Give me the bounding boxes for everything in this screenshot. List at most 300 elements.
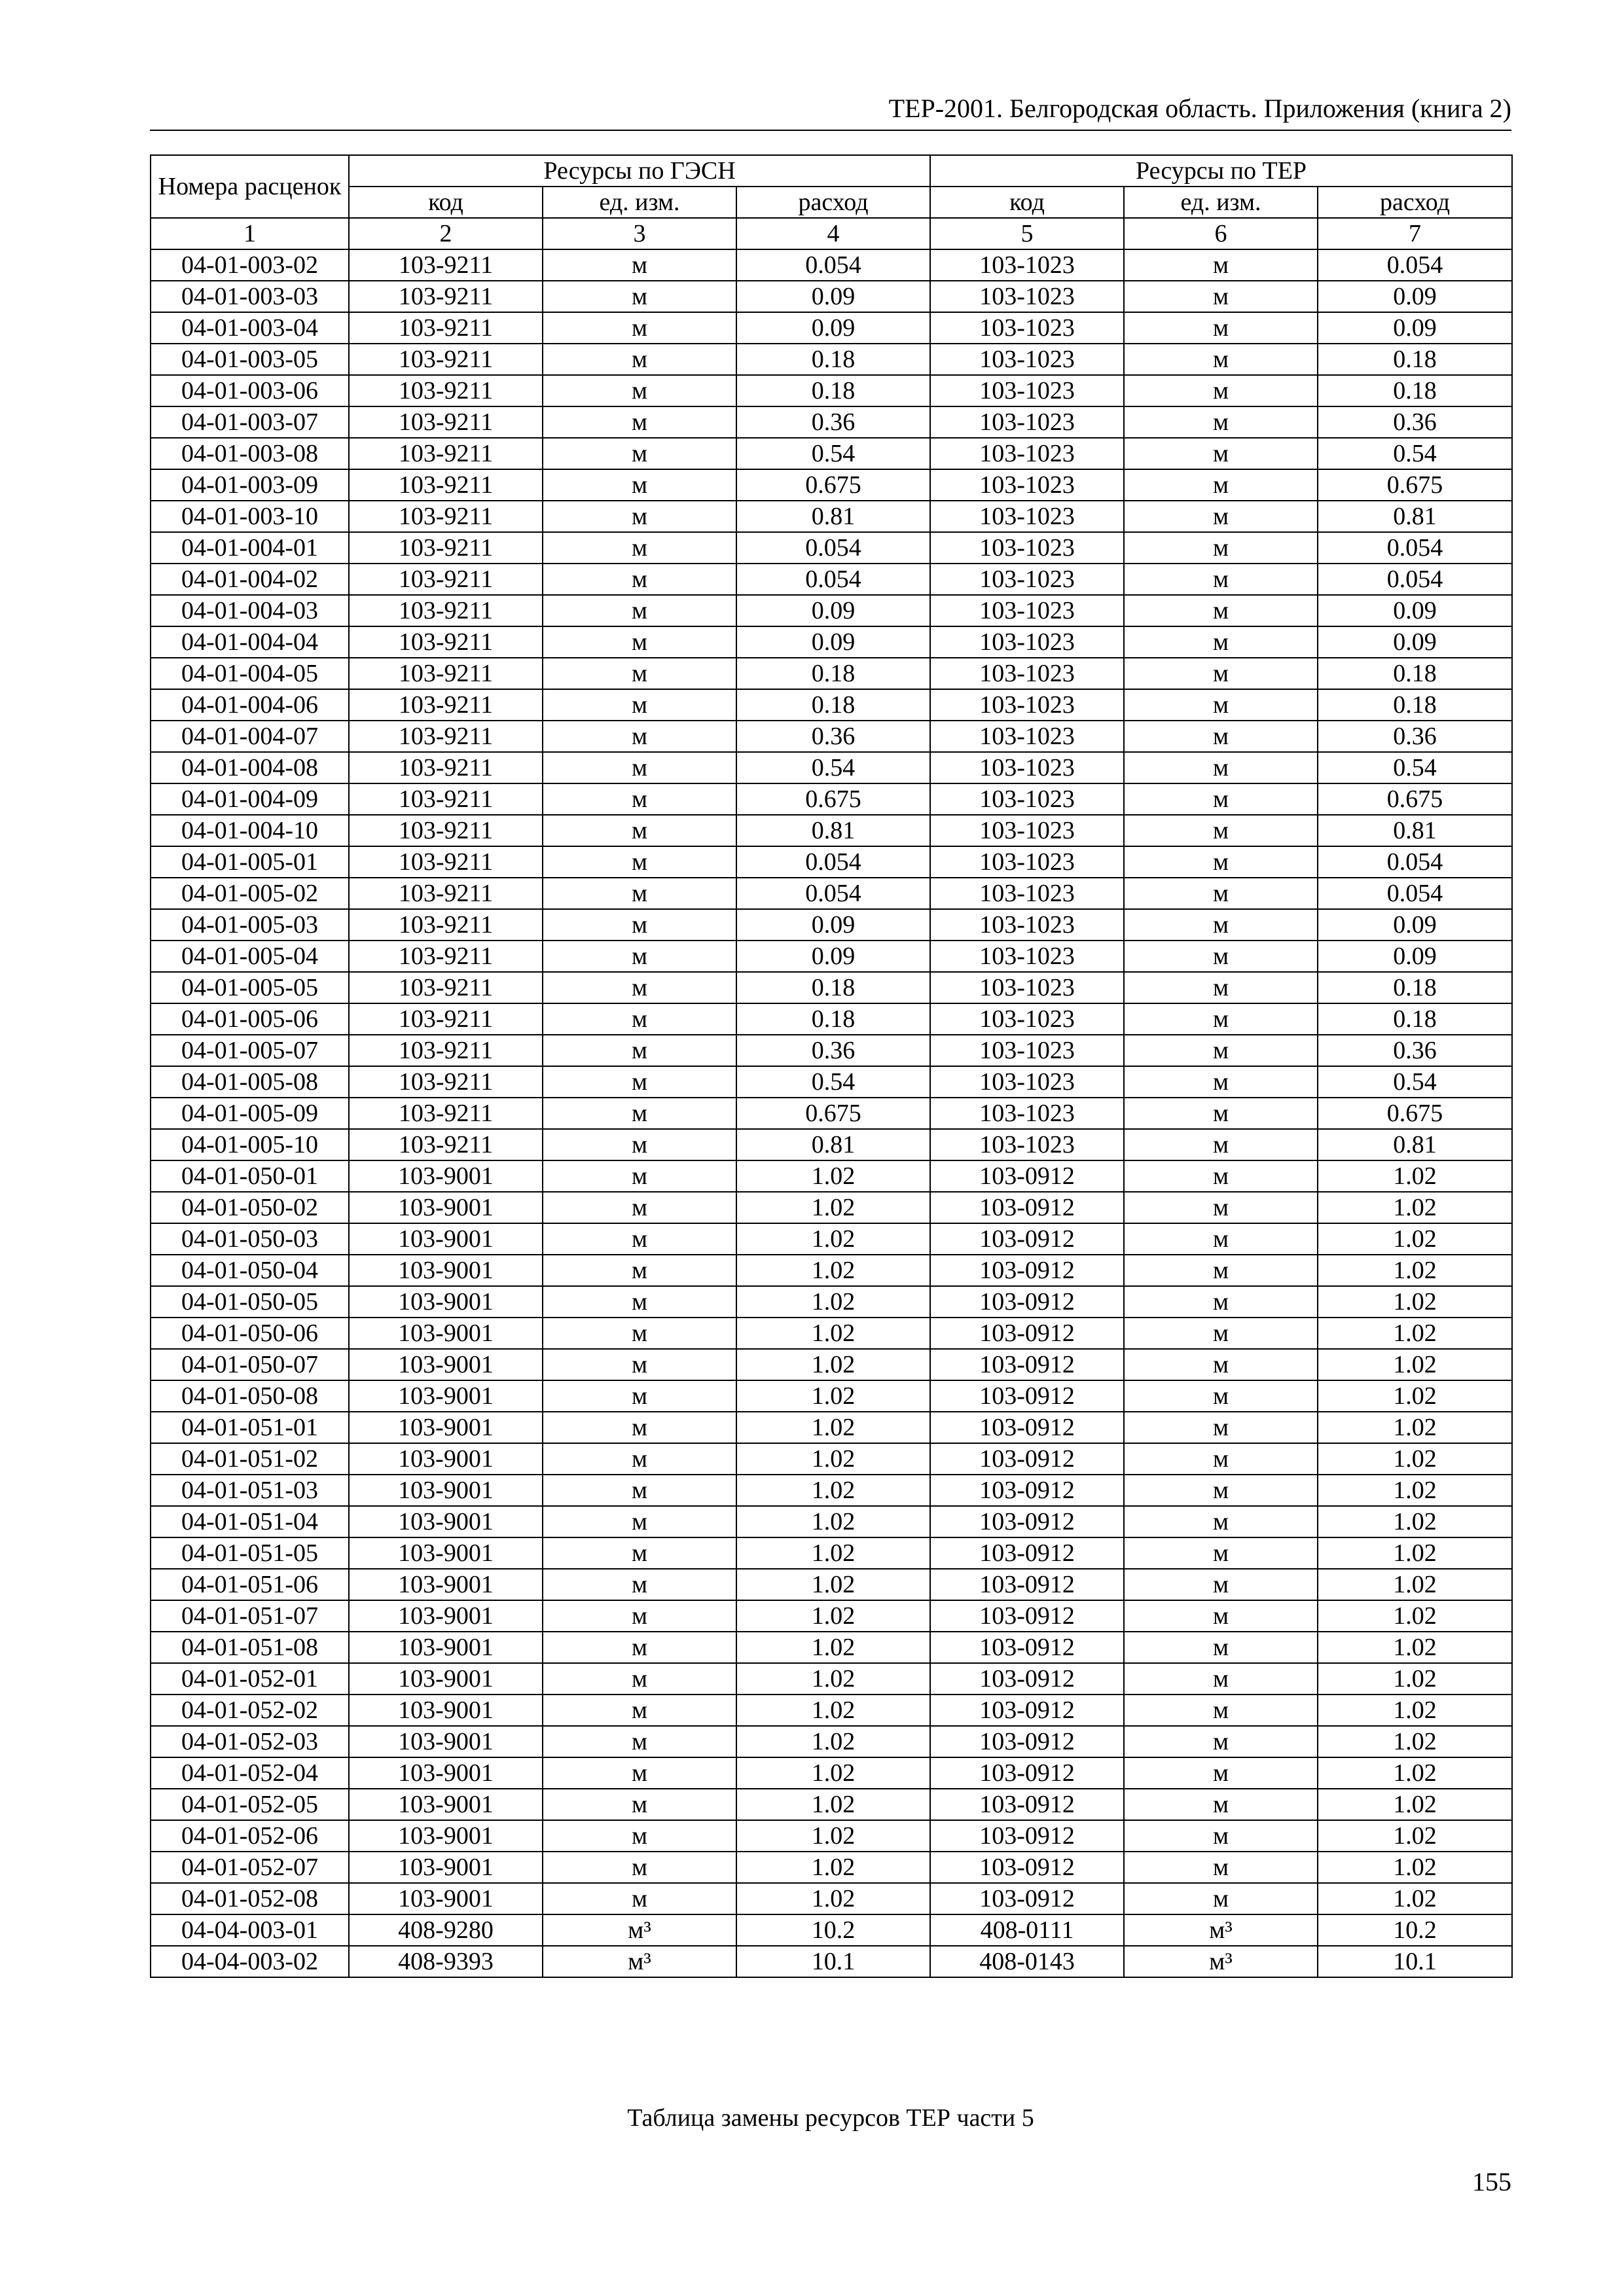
ter-unit-cell: м bbox=[1124, 1852, 1318, 1883]
ter-code-cell: 103-1023 bbox=[930, 658, 1124, 689]
rate-number-cell: 04-01-005-06 bbox=[151, 1003, 349, 1035]
gesn-unit-cell: м bbox=[543, 1443, 736, 1475]
rate-number-cell: 04-01-005-04 bbox=[151, 941, 349, 972]
ter-unit-cell: м bbox=[1124, 658, 1318, 689]
gesn-consumption-cell: 0.09 bbox=[736, 909, 930, 941]
gesn-code-cell: 103-9211 bbox=[349, 532, 543, 564]
gesn-code-cell: 103-9001 bbox=[349, 1632, 543, 1663]
table-row bbox=[151, 1160, 1512, 1192]
ter-unit-cell: м bbox=[1124, 469, 1318, 501]
rate-number-cell: 04-01-004-08 bbox=[151, 752, 349, 783]
table-row bbox=[151, 1852, 1512, 1883]
column-number: 7 bbox=[1318, 218, 1512, 249]
table-row bbox=[151, 438, 1512, 469]
gesn-code-cell: 103-9211 bbox=[349, 658, 543, 689]
gesn-consumption-cell: 0.054 bbox=[736, 532, 930, 564]
ter-unit-cell: м bbox=[1124, 1726, 1318, 1757]
ter-code-cell: 103-1023 bbox=[930, 1098, 1124, 1129]
gesn-unit-cell: м bbox=[543, 878, 736, 909]
rate-number-cell: 04-01-003-02 bbox=[151, 249, 349, 281]
ter-code-cell: 103-0912 bbox=[930, 1475, 1124, 1506]
table-row bbox=[151, 1035, 1512, 1066]
ter-consumption-cell: 0.18 bbox=[1318, 1003, 1512, 1035]
ter-code-cell: 103-0912 bbox=[930, 1600, 1124, 1632]
gesn-code-cell: 103-9001 bbox=[349, 1695, 543, 1726]
gesn-consumption-cell: 0.09 bbox=[736, 312, 930, 344]
ter-unit-cell: м bbox=[1124, 312, 1318, 344]
gesn-unit-cell: м bbox=[543, 1789, 736, 1820]
gesn-code-cell: 103-9001 bbox=[349, 1506, 543, 1537]
ter-unit-cell: м bbox=[1124, 564, 1318, 595]
table-row bbox=[151, 1192, 1512, 1223]
rate-number-cell: 04-01-005-09 bbox=[151, 1098, 349, 1129]
ter-consumption-cell: 1.02 bbox=[1318, 1537, 1512, 1569]
page-number: 155 bbox=[1472, 2167, 1511, 2197]
table-row bbox=[151, 281, 1512, 312]
rate-number-cell: 04-01-051-07 bbox=[151, 1600, 349, 1632]
table-row bbox=[151, 1318, 1512, 1349]
ter-code-cell: 103-0912 bbox=[930, 1789, 1124, 1820]
table-row bbox=[151, 532, 1512, 564]
ter-consumption-cell: 1.02 bbox=[1318, 1757, 1512, 1789]
gesn-unit-cell: м bbox=[543, 1726, 736, 1757]
ter-consumption-cell: 1.02 bbox=[1318, 1475, 1512, 1506]
ter-consumption-cell: 1.02 bbox=[1318, 1632, 1512, 1663]
ter-consumption-cell: 1.02 bbox=[1318, 1726, 1512, 1757]
ter-code-cell: 103-0912 bbox=[930, 1349, 1124, 1380]
ter-consumption-cell: 0.54 bbox=[1318, 1066, 1512, 1098]
rate-number-cell: 04-01-051-04 bbox=[151, 1506, 349, 1537]
rate-number-cell: 04-01-050-01 bbox=[151, 1160, 349, 1192]
table-row bbox=[151, 1663, 1512, 1695]
gesn-code-cell: 103-9001 bbox=[349, 1160, 543, 1192]
gesn-unit-cell: м bbox=[543, 1035, 736, 1066]
rate-number-cell: 04-01-004-07 bbox=[151, 721, 349, 752]
ter-code-cell: 103-0912 bbox=[930, 1443, 1124, 1475]
ter-unit-cell: м bbox=[1124, 878, 1318, 909]
gesn-unit-cell: м bbox=[543, 469, 736, 501]
header-ter-unit: ед. изм. bbox=[1124, 187, 1318, 218]
ter-code-cell: 103-1023 bbox=[930, 1066, 1124, 1098]
rate-number-cell: 04-01-051-01 bbox=[151, 1412, 349, 1443]
rate-number-cell: 04-01-005-05 bbox=[151, 972, 349, 1003]
gesn-code-cell: 103-9211 bbox=[349, 909, 543, 941]
table-row bbox=[151, 752, 1512, 783]
gesn-consumption-cell: 1.02 bbox=[736, 1506, 930, 1537]
ter-unit-cell: м bbox=[1124, 1380, 1318, 1412]
table-row bbox=[151, 595, 1512, 626]
gesn-consumption-cell: 0.054 bbox=[736, 846, 930, 878]
ter-code-cell: 103-1023 bbox=[930, 281, 1124, 312]
ter-code-cell: 103-1023 bbox=[930, 689, 1124, 721]
gesn-unit-cell: м bbox=[543, 595, 736, 626]
gesn-code-cell: 103-9001 bbox=[349, 1475, 543, 1506]
gesn-consumption-cell: 0.675 bbox=[736, 1098, 930, 1129]
gesn-consumption-cell: 1.02 bbox=[736, 1632, 930, 1663]
ter-code-cell: 103-1023 bbox=[930, 972, 1124, 1003]
gesn-consumption-cell: 0.18 bbox=[736, 972, 930, 1003]
ter-code-cell: 103-0912 bbox=[930, 1160, 1124, 1192]
ter-consumption-cell: 1.02 bbox=[1318, 1506, 1512, 1537]
ter-consumption-cell: 0.09 bbox=[1318, 941, 1512, 972]
ter-unit-cell: м bbox=[1124, 783, 1318, 815]
gesn-code-cell: 103-9211 bbox=[349, 312, 543, 344]
rate-number-cell: 04-01-051-06 bbox=[151, 1569, 349, 1600]
ter-consumption-cell: 1.02 bbox=[1318, 1412, 1512, 1443]
ter-consumption-cell: 0.054 bbox=[1318, 564, 1512, 595]
gesn-consumption-cell: 0.054 bbox=[736, 564, 930, 595]
ter-consumption-cell: 1.02 bbox=[1318, 1318, 1512, 1349]
gesn-unit-cell: м bbox=[543, 1349, 736, 1380]
ter-unit-cell: м bbox=[1124, 1129, 1318, 1160]
rate-number-cell: 04-01-005-01 bbox=[151, 846, 349, 878]
gesn-code-cell: 103-9211 bbox=[349, 626, 543, 658]
gesn-unit-cell: м bbox=[543, 1475, 736, 1506]
ter-consumption-cell: 0.81 bbox=[1318, 1129, 1512, 1160]
gesn-consumption-cell: 0.81 bbox=[736, 501, 930, 532]
gesn-code-cell: 103-9211 bbox=[349, 1066, 543, 1098]
gesn-unit-cell: м bbox=[543, 1192, 736, 1223]
gesn-consumption-cell: 0.18 bbox=[736, 375, 930, 406]
ter-code-cell: 103-0912 bbox=[930, 1569, 1124, 1600]
gesn-consumption-cell: 1.02 bbox=[736, 1789, 930, 1820]
table-row bbox=[151, 1129, 1512, 1160]
ter-consumption-cell: 0.09 bbox=[1318, 909, 1512, 941]
rate-number-cell: 04-01-050-07 bbox=[151, 1349, 349, 1380]
gesn-code-cell: 103-9001 bbox=[349, 1349, 543, 1380]
ter-code-cell: 103-1023 bbox=[930, 846, 1124, 878]
gesn-code-cell: 103-9001 bbox=[349, 1380, 543, 1412]
gesn-consumption-cell: 1.02 bbox=[736, 1726, 930, 1757]
gesn-consumption-cell: 1.02 bbox=[736, 1757, 930, 1789]
ter-code-cell: 103-1023 bbox=[930, 438, 1124, 469]
gesn-code-cell: 103-9001 bbox=[349, 1852, 543, 1883]
gesn-code-cell: 103-9001 bbox=[349, 1443, 543, 1475]
ter-consumption-cell: 1.02 bbox=[1318, 1883, 1512, 1914]
column-number: 3 bbox=[543, 218, 736, 249]
ter-consumption-cell: 0.54 bbox=[1318, 438, 1512, 469]
ter-code-cell: 103-1023 bbox=[930, 375, 1124, 406]
gesn-unit-cell: м bbox=[543, 1852, 736, 1883]
gesn-unit-cell: м bbox=[543, 501, 736, 532]
gesn-consumption-cell: 0.054 bbox=[736, 249, 930, 281]
ter-unit-cell: м bbox=[1124, 375, 1318, 406]
ter-code-cell: 103-1023 bbox=[930, 469, 1124, 501]
ter-consumption-cell: 0.675 bbox=[1318, 783, 1512, 815]
gesn-unit-cell: м bbox=[543, 1160, 736, 1192]
gesn-unit-cell: м bbox=[543, 689, 736, 721]
gesn-code-cell: 103-9001 bbox=[349, 1726, 543, 1757]
table-row bbox=[151, 941, 1512, 972]
running-header: ТЕР-2001. Белгородская область. Приложения (книга 2) bbox=[888, 94, 1511, 123]
ter-code-cell: 103-1023 bbox=[930, 1129, 1124, 1160]
ter-code-cell: 103-0912 bbox=[930, 1318, 1124, 1349]
rate-number-cell: 04-01-052-07 bbox=[151, 1852, 349, 1883]
ter-code-cell: 103-0912 bbox=[930, 1695, 1124, 1726]
ter-unit-cell: м bbox=[1124, 1632, 1318, 1663]
gesn-consumption-cell: 0.54 bbox=[736, 1066, 930, 1098]
gesn-consumption-cell: 0.18 bbox=[736, 658, 930, 689]
ter-code-cell: 103-0912 bbox=[930, 1726, 1124, 1757]
table-row bbox=[151, 815, 1512, 846]
ter-consumption-cell: 0.054 bbox=[1318, 846, 1512, 878]
gesn-consumption-cell: 10.2 bbox=[736, 1914, 930, 1946]
table-row bbox=[151, 501, 1512, 532]
header-gesn-code: код bbox=[349, 187, 543, 218]
ter-consumption-cell: 1.02 bbox=[1318, 1223, 1512, 1255]
ter-unit-cell: м bbox=[1124, 249, 1318, 281]
rate-number-cell: 04-01-003-04 bbox=[151, 312, 349, 344]
gesn-code-cell: 103-9001 bbox=[349, 1192, 543, 1223]
gesn-consumption-cell: 1.02 bbox=[736, 1537, 930, 1569]
ter-consumption-cell: 0.054 bbox=[1318, 249, 1512, 281]
ter-unit-cell: м bbox=[1124, 1883, 1318, 1914]
ter-code-cell: 103-0912 bbox=[930, 1223, 1124, 1255]
ter-consumption-cell: 1.02 bbox=[1318, 1380, 1512, 1412]
gesn-code-cell: 103-9001 bbox=[349, 1757, 543, 1789]
ter-unit-cell: м bbox=[1124, 1003, 1318, 1035]
table-row bbox=[151, 344, 1512, 375]
ter-unit-cell: м bbox=[1124, 406, 1318, 438]
gesn-code-cell: 103-9001 bbox=[349, 1569, 543, 1600]
gesn-code-cell: 103-9211 bbox=[349, 1003, 543, 1035]
ter-consumption-cell: 1.02 bbox=[1318, 1160, 1512, 1192]
gesn-code-cell: 103-9211 bbox=[349, 721, 543, 752]
ter-code-cell: 103-1023 bbox=[930, 312, 1124, 344]
gesn-code-cell: 103-9211 bbox=[349, 1098, 543, 1129]
gesn-code-cell: 103-9001 bbox=[349, 1223, 543, 1255]
ter-unit-cell: м bbox=[1124, 595, 1318, 626]
gesn-consumption-cell: 0.09 bbox=[736, 595, 930, 626]
table-row bbox=[151, 1506, 1512, 1537]
gesn-unit-cell: м bbox=[543, 532, 736, 564]
ter-code-cell: 103-0912 bbox=[930, 1380, 1124, 1412]
ter-consumption-cell: 1.02 bbox=[1318, 1255, 1512, 1286]
gesn-consumption-cell: 1.02 bbox=[736, 1318, 930, 1349]
ter-consumption-cell: 0.54 bbox=[1318, 752, 1512, 783]
table-row bbox=[151, 1223, 1512, 1255]
gesn-code-cell: 103-9211 bbox=[349, 438, 543, 469]
gesn-code-cell: 103-9211 bbox=[349, 281, 543, 312]
gesn-consumption-cell: 1.02 bbox=[736, 1695, 930, 1726]
gesn-consumption-cell: 0.81 bbox=[736, 1129, 930, 1160]
gesn-consumption-cell: 1.02 bbox=[736, 1883, 930, 1914]
gesn-consumption-cell: 1.02 bbox=[736, 1349, 930, 1380]
ter-consumption-cell: 0.18 bbox=[1318, 689, 1512, 721]
rate-number-cell: 04-01-005-08 bbox=[151, 1066, 349, 1098]
gesn-unit-cell: м bbox=[543, 1506, 736, 1537]
ter-unit-cell: м bbox=[1124, 281, 1318, 312]
gesn-unit-cell: м bbox=[543, 1663, 736, 1695]
ter-code-cell: 103-0912 bbox=[930, 1852, 1124, 1883]
gesn-unit-cell: м bbox=[543, 1632, 736, 1663]
column-number: 2 bbox=[349, 218, 543, 249]
ter-consumption-cell: 1.02 bbox=[1318, 1349, 1512, 1380]
ter-code-cell: 103-0912 bbox=[930, 1412, 1124, 1443]
gesn-code-cell: 103-9001 bbox=[349, 1412, 543, 1443]
table-row bbox=[151, 1412, 1512, 1443]
gesn-unit-cell: м bbox=[543, 1286, 736, 1318]
gesn-unit-cell: м bbox=[543, 1223, 736, 1255]
ter-consumption-cell: 1.02 bbox=[1318, 1192, 1512, 1223]
gesn-consumption-cell: 1.02 bbox=[736, 1600, 930, 1632]
ter-consumption-cell: 1.02 bbox=[1318, 1286, 1512, 1318]
gesn-unit-cell: м bbox=[543, 438, 736, 469]
table-row bbox=[151, 1286, 1512, 1318]
gesn-consumption-cell: 1.02 bbox=[736, 1852, 930, 1883]
table-row bbox=[151, 469, 1512, 501]
table-row bbox=[151, 1569, 1512, 1600]
gesn-code-cell: 103-9211 bbox=[349, 878, 543, 909]
ter-unit-cell: м bbox=[1124, 501, 1318, 532]
table-caption: Таблица замены ресурсов ТЕР части 5 bbox=[627, 2104, 1034, 2132]
table-row bbox=[151, 1695, 1512, 1726]
rate-number-cell: 04-01-004-10 bbox=[151, 815, 349, 846]
ter-unit-cell: м bbox=[1124, 1286, 1318, 1318]
gesn-consumption-cell: 0.09 bbox=[736, 941, 930, 972]
ter-code-cell: 103-1023 bbox=[930, 626, 1124, 658]
ter-unit-cell: м bbox=[1124, 1443, 1318, 1475]
gesn-code-cell: 408-9393 bbox=[349, 1946, 543, 1977]
rate-number-cell: 04-01-050-03 bbox=[151, 1223, 349, 1255]
ter-consumption-cell: 0.18 bbox=[1318, 658, 1512, 689]
column-number: 4 bbox=[736, 218, 930, 249]
table-row bbox=[151, 1349, 1512, 1380]
header-gesn-consumption: расход bbox=[736, 187, 930, 218]
gesn-unit-cell: м bbox=[543, 1318, 736, 1349]
ter-unit-cell: м bbox=[1124, 626, 1318, 658]
ter-consumption-cell: 0.675 bbox=[1318, 469, 1512, 501]
ter-code-cell: 408-0143 bbox=[930, 1946, 1124, 1977]
table-row bbox=[151, 1475, 1512, 1506]
rate-number-cell: 04-01-005-02 bbox=[151, 878, 349, 909]
table-row bbox=[151, 689, 1512, 721]
table-row bbox=[151, 1380, 1512, 1412]
table-row bbox=[151, 564, 1512, 595]
gesn-consumption-cell: 0.36 bbox=[736, 406, 930, 438]
ter-code-cell: 103-1023 bbox=[930, 564, 1124, 595]
ter-code-cell: 103-1023 bbox=[930, 783, 1124, 815]
gesn-code-cell: 103-9001 bbox=[349, 1255, 543, 1286]
ter-code-cell: 103-0912 bbox=[930, 1286, 1124, 1318]
gesn-code-cell: 103-9001 bbox=[349, 1537, 543, 1569]
gesn-code-cell: 103-9001 bbox=[349, 1883, 543, 1914]
ter-unit-cell: м bbox=[1124, 532, 1318, 564]
gesn-consumption-cell: 0.675 bbox=[736, 783, 930, 815]
gesn-consumption-cell: 1.02 bbox=[736, 1255, 930, 1286]
ter-code-cell: 103-1023 bbox=[930, 1003, 1124, 1035]
table-row bbox=[151, 626, 1512, 658]
gesn-consumption-cell: 10.1 bbox=[736, 1946, 930, 1977]
gesn-code-cell: 103-9001 bbox=[349, 1286, 543, 1318]
gesn-unit-cell: м bbox=[543, 783, 736, 815]
gesn-consumption-cell: 1.02 bbox=[736, 1412, 930, 1443]
rate-number-cell: 04-01-004-02 bbox=[151, 564, 349, 595]
ter-code-cell: 103-0912 bbox=[930, 1883, 1124, 1914]
gesn-unit-cell: м bbox=[543, 941, 736, 972]
header-rule bbox=[150, 130, 1511, 131]
gesn-code-cell: 103-9211 bbox=[349, 1035, 543, 1066]
gesn-code-cell: 103-9001 bbox=[349, 1820, 543, 1852]
gesn-code-cell: 103-9211 bbox=[349, 469, 543, 501]
table-row bbox=[151, 1098, 1512, 1129]
gesn-code-cell: 103-9211 bbox=[349, 1129, 543, 1160]
gesn-consumption-cell: 1.02 bbox=[736, 1160, 930, 1192]
ter-consumption-cell: 10.1 bbox=[1318, 1946, 1512, 1977]
table-row bbox=[151, 1757, 1512, 1789]
ter-unit-cell: м bbox=[1124, 1349, 1318, 1380]
ter-unit-cell: м bbox=[1124, 689, 1318, 721]
rate-number-cell: 04-01-004-05 bbox=[151, 658, 349, 689]
gesn-consumption-cell: 0.18 bbox=[736, 344, 930, 375]
rate-number-cell: 04-01-005-03 bbox=[151, 909, 349, 941]
rate-number-cell: 04-01-004-06 bbox=[151, 689, 349, 721]
gesn-unit-cell: м bbox=[543, 1003, 736, 1035]
gesn-consumption-cell: 1.02 bbox=[736, 1380, 930, 1412]
rate-number-cell: 04-01-004-09 bbox=[151, 783, 349, 815]
gesn-unit-cell: м bbox=[543, 972, 736, 1003]
gesn-unit-cell: м bbox=[543, 1569, 736, 1600]
ter-unit-cell: м bbox=[1124, 1066, 1318, 1098]
ter-unit-cell: м bbox=[1124, 1600, 1318, 1632]
ter-unit-cell: м bbox=[1124, 909, 1318, 941]
rate-number-cell: 04-01-005-07 bbox=[151, 1035, 349, 1066]
rate-number-cell: 04-01-052-02 bbox=[151, 1695, 349, 1726]
table-row bbox=[151, 909, 1512, 941]
rate-number-cell: 04-01-052-01 bbox=[151, 1663, 349, 1695]
gesn-code-cell: 103-9001 bbox=[349, 1789, 543, 1820]
gesn-unit-cell: м bbox=[543, 1380, 736, 1412]
table-row bbox=[151, 375, 1512, 406]
gesn-code-cell: 103-9211 bbox=[349, 249, 543, 281]
ter-unit-cell: м bbox=[1124, 1663, 1318, 1695]
ter-unit-cell: м bbox=[1124, 941, 1318, 972]
table-row bbox=[151, 783, 1512, 815]
ter-unit-cell: м bbox=[1124, 1160, 1318, 1192]
gesn-consumption-cell: 1.02 bbox=[736, 1223, 930, 1255]
gesn-unit-cell: м³ bbox=[543, 1914, 736, 1946]
table-row bbox=[151, 1066, 1512, 1098]
gesn-consumption-cell: 1.02 bbox=[736, 1663, 930, 1695]
rate-number-cell: 04-01-004-04 bbox=[151, 626, 349, 658]
gesn-unit-cell: м bbox=[543, 564, 736, 595]
gesn-consumption-cell: 0.81 bbox=[736, 815, 930, 846]
ter-unit-cell: м bbox=[1124, 438, 1318, 469]
gesn-unit-cell: м bbox=[543, 909, 736, 941]
gesn-unit-cell: м bbox=[543, 846, 736, 878]
gesn-consumption-cell: 1.02 bbox=[736, 1475, 930, 1506]
ter-code-cell: 103-1023 bbox=[930, 909, 1124, 941]
column-number: 5 bbox=[930, 218, 1124, 249]
ter-consumption-cell: 0.675 bbox=[1318, 1098, 1512, 1129]
table-row bbox=[151, 972, 1512, 1003]
gesn-consumption-cell: 0.18 bbox=[736, 689, 930, 721]
header-ter-code: код bbox=[930, 187, 1124, 218]
ter-consumption-cell: 0.81 bbox=[1318, 815, 1512, 846]
gesn-unit-cell: м bbox=[543, 1412, 736, 1443]
rate-number-cell: 04-01-003-05 bbox=[151, 344, 349, 375]
gesn-unit-cell: м bbox=[543, 1757, 736, 1789]
ter-consumption-cell: 0.81 bbox=[1318, 501, 1512, 532]
gesn-unit-cell: м bbox=[543, 1098, 736, 1129]
ter-unit-cell: м bbox=[1124, 721, 1318, 752]
gesn-consumption-cell: 1.02 bbox=[736, 1192, 930, 1223]
ter-code-cell: 103-0912 bbox=[930, 1192, 1124, 1223]
rate-number-cell: 04-01-052-03 bbox=[151, 1726, 349, 1757]
ter-unit-cell: м bbox=[1124, 1475, 1318, 1506]
gesn-code-cell: 103-9211 bbox=[349, 564, 543, 595]
rate-number-cell: 04-01-051-03 bbox=[151, 1475, 349, 1506]
